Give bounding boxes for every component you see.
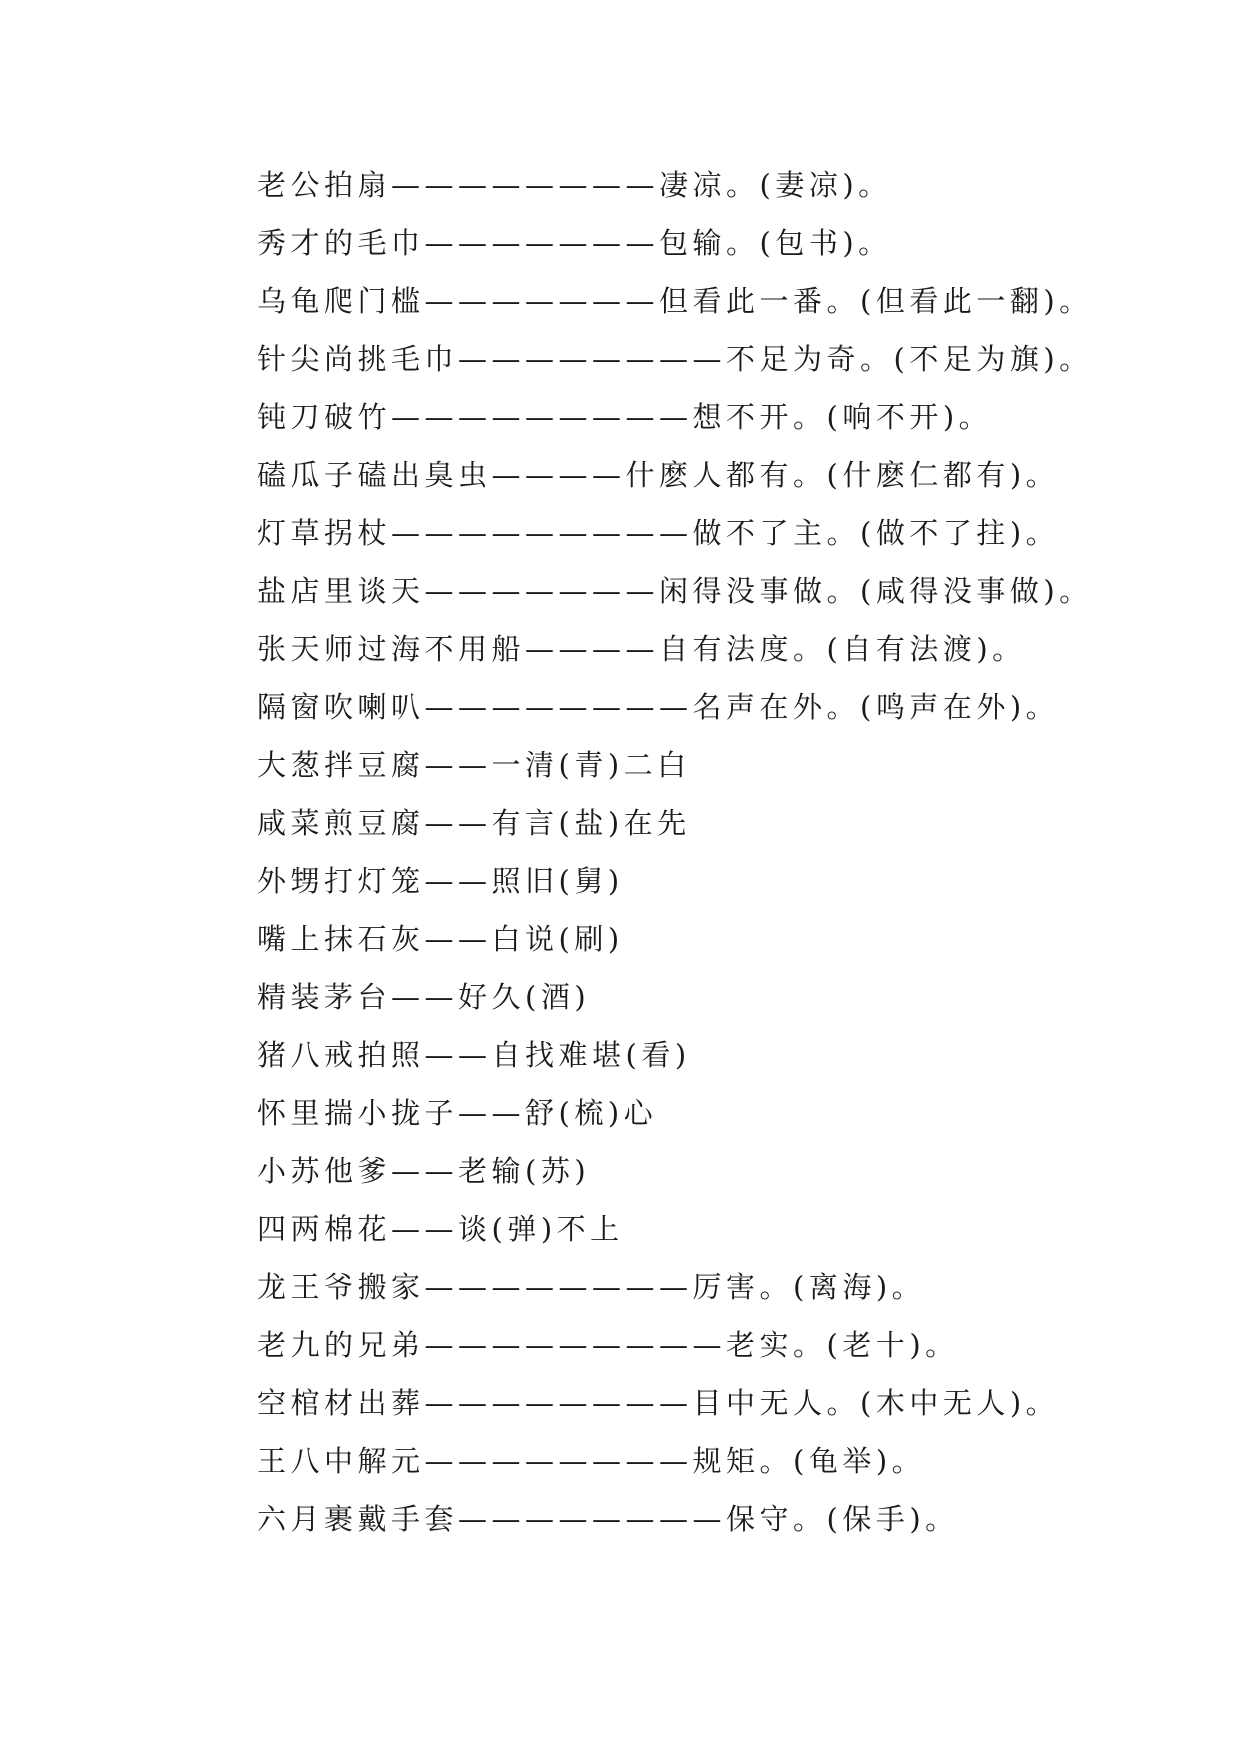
list-item: 精装茅台——好久(酒) [257,980,591,1014]
list-item: 空棺材出葬————————目中无人。(木中无人)。 [257,1386,1060,1420]
list-item: 怀里揣小拢子——舒(梳)心 [257,1096,658,1130]
list-item: 灯草拐杖—————————做不了主。(做不了拄)。 [257,516,1060,550]
list-item: 磕瓜子磕出臭虫————什麽人都有。(什麽仁都有)。 [257,458,1060,492]
list-item: 针尖尚挑毛巾————————不足为奇。(不足为旗)。 [257,342,1093,376]
list-item: 龙王爷搬家————————厉害。(离海)。 [257,1270,926,1304]
list-item: 老公拍扇————————凄凉。(妻凉)。 [257,168,892,202]
list-item: 隔窗吹喇叭————————名声在外。(鸣声在外)。 [257,690,1060,724]
list-item: 钝刀破竹—————————想不开。(响不开)。 [257,400,993,434]
list-item: 小苏他爹——老输(苏) [257,1154,591,1188]
list-item: 老九的兄弟—————————老实。(老十)。 [257,1328,959,1362]
list-item: 咸菜煎豆腐——有言(盐)在先 [257,806,691,840]
list-item: 秀才的毛巾———————包输。(包书)。 [257,226,892,260]
list-item: 外甥打灯笼——照旧(舅) [257,864,624,898]
list-item: 四两棉花——谈(弹)不上 [257,1212,624,1246]
list-item: 乌龟爬门槛———————但看此一番。(但看此一翻)。 [257,284,1093,318]
xiehouyu-list [257,156,1157,1548]
list-item: 嘴上抹石灰——白说(刷) [257,922,624,956]
list-item: 六月裹戴手套————————保守。(保手)。 [257,1502,959,1536]
list-item: 盐店里谈天———————闲得没事做。(咸得没事做)。 [257,574,1093,608]
list-item: 王八中解元————————规矩。(龟举)。 [257,1444,926,1478]
list-item: 大葱拌豆腐——一清(青)二白 [257,748,691,782]
list-item: 猪八戒拍照——自找难堪(看) [257,1038,691,1072]
list-item: 张天师过海不用船————自有法度。(自有法渡)。 [257,632,1026,666]
